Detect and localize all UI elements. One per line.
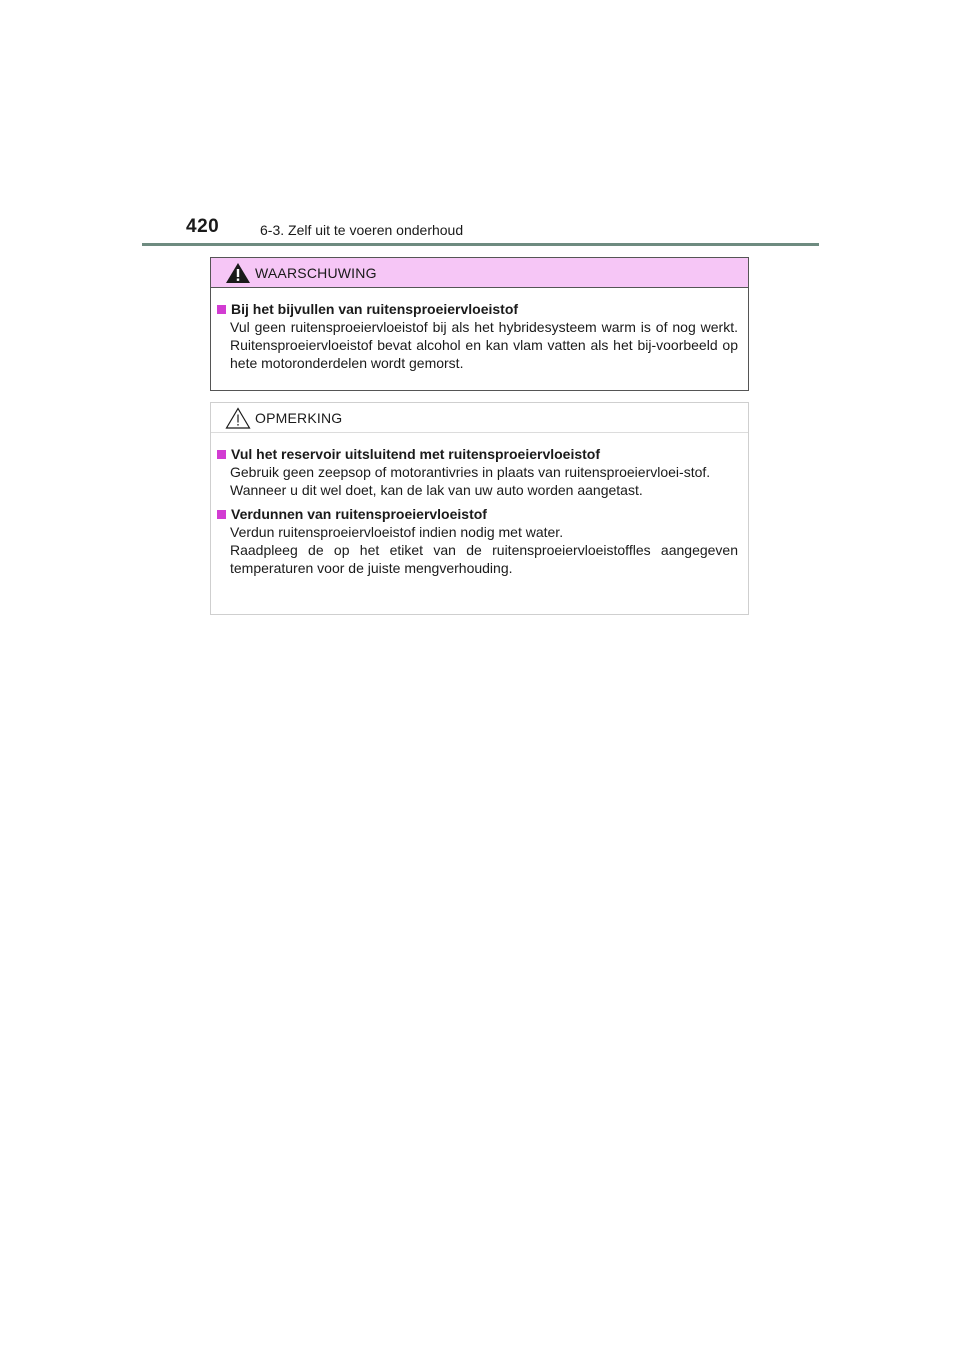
notice-item-heading <box>217 505 738 523</box>
header-rule <box>142 243 819 246</box>
warning-body <box>211 288 748 372</box>
square-bullet-icon <box>217 305 226 314</box>
warning-paragraph: Vul geen ruitensproeiervloeistof bij als het hybridesysteem warm is of nog werkt. Ruitensproeiervloeistof bevat alcohol en kan vlam vatten als het bij-voorbeeld op hete motoronderdelen wordt gemorst. <box>230 319 738 371</box>
section-title: 6-3. Zelf uit te voeren onderhoud <box>260 222 464 238</box>
notice-header <box>211 403 748 433</box>
notice-label: OPMERKING <box>255 410 343 426</box>
warning-item <box>217 300 738 372</box>
warning-item-heading-text: Bij het bijvullen van ruitensproeiervloeistof <box>231 301 519 317</box>
warning-triangle-filled-icon <box>225 262 251 284</box>
notice-box <box>210 402 749 615</box>
notice-item <box>217 445 738 499</box>
warning-label: WAARSCHUWING <box>255 265 377 281</box>
notice-item-heading-text: Verdunnen van ruitensproeiervloeistof <box>231 506 487 522</box>
square-bullet-icon <box>217 510 226 519</box>
page-number: 420 <box>186 216 220 237</box>
square-bullet-icon <box>217 450 226 459</box>
warning-header <box>211 258 748 288</box>
notice-body <box>211 433 748 577</box>
notice-paragraph: Gebruik geen zeepsop of motorantivries in plaats van ruitensproeiervloei-stof. <box>230 464 711 480</box>
notice-item <box>217 505 738 577</box>
notice-item-heading-text: Vul het reservoir uitsluitend met ruitensproeiervloeistof <box>231 446 601 462</box>
notice-paragraph: Verdun ruitensproeiervloeistof indien nodig met water. <box>230 524 564 540</box>
warning-item-text <box>217 318 738 372</box>
notice-paragraph: Wanneer u dit wel doet, kan de lak van uw auto worden aangetast. <box>230 482 643 498</box>
notice-item-text <box>217 463 738 499</box>
warning-item-heading <box>217 300 738 318</box>
warning-box <box>210 257 749 391</box>
notice-item-heading <box>217 445 738 463</box>
notice-item-text <box>217 523 738 577</box>
warning-triangle-outline-icon <box>225 407 251 429</box>
notice-paragraph: Raadpleeg de op het etiket van de ruitensproeiervloeistoffles aangegeven temperaturen voor de juiste mengverhouding. <box>230 542 738 576</box>
